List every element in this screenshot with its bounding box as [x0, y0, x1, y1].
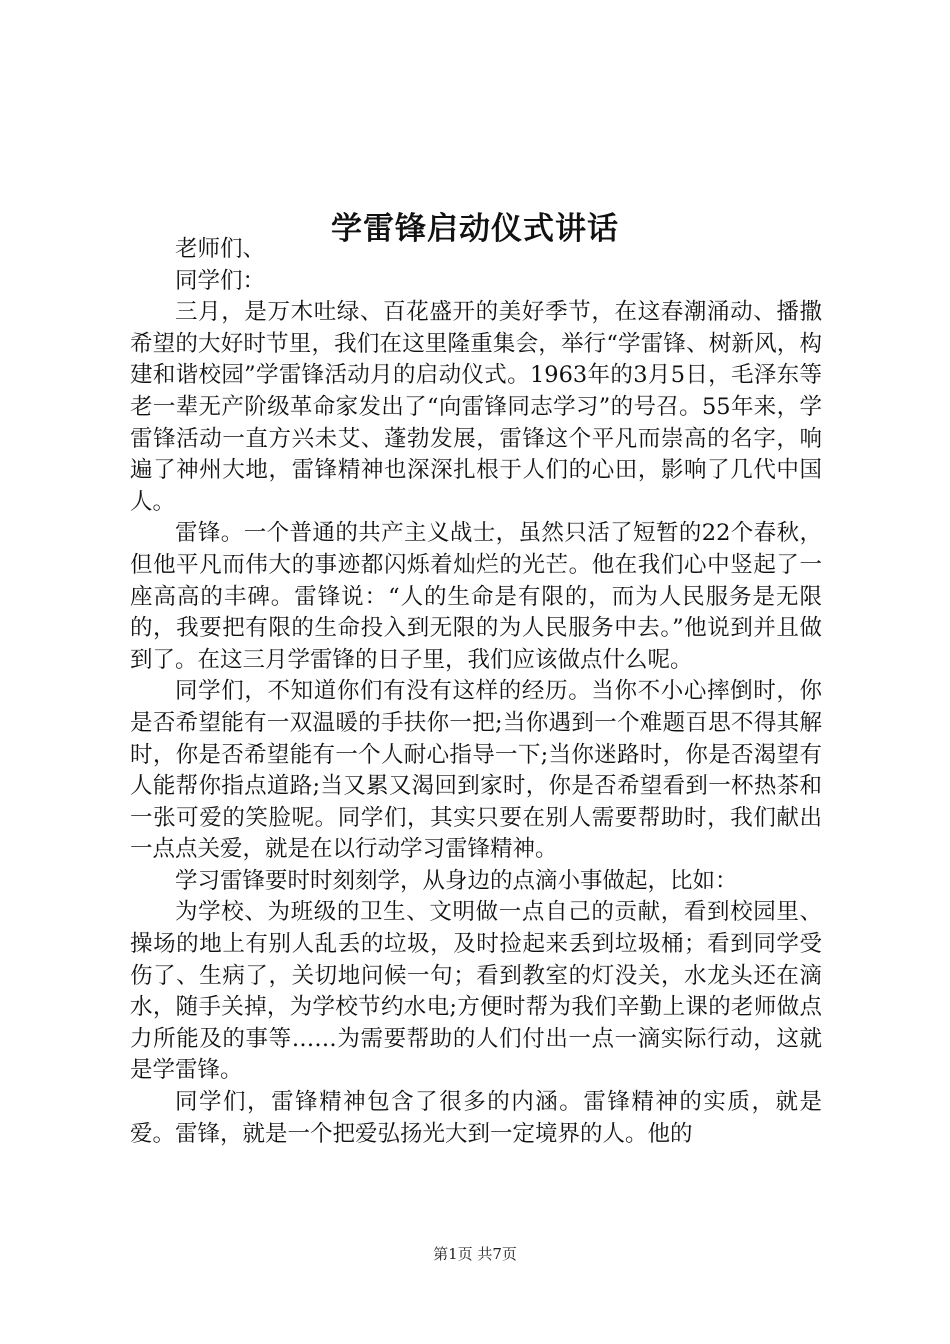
page-footer: 第1页 共7页: [433, 1245, 517, 1263]
paragraph-1: 三月，是万木吐绿、百花盛开的美好季节，在这春潮涌动、播撒希望的大好时节里，我们在这里隆重集会，举行“学雷锋、树新风，构建和谐校园”学雷锋活动月的启动仪式。1963年的3月5日，毛泽东等老一辈无产阶级革命家发出了“向雷锋同志学习”的号召。55年来，学雷锋活动一直方兴未艾、蓬勃发展，雷锋这个平凡而崇高的名字，响遍了神州大地，雷锋精神也深深扎根于人们的心田，影响了几代中国人。: [130, 299, 822, 515]
paragraph-2: 雷锋。一个普通的共产主义战士，虽然只活了短暂的22个春秋，但他平凡而伟大的事迹都闪烁着灿烂的光芒。他在我们心中竖起了一座高高的丰碑。雷锋说：“人的生命是有限的，而为人民服务是无限的，我要把有限的生命投入到无限的为人民服务中去。”他说到并且做到了。在这三月学雷锋的日子里，我们应该做点什么呢。: [130, 520, 822, 673]
paragraph-4: 学习雷锋要时时刻刻学，从身边的点滴小事做起，比如：: [175, 867, 738, 894]
paragraph-3: 同学们，不知道你们有没有这样的经历。当你不小心摔倒时，你是否希望能有一双温暖的手扶你一把;当你遇到一个难题百思不得其解时，你是否希望能有一个人耐心指导一下;当你迷路时，你是否渴望有人能帮你指点道路;当又累又渴回到家时，你是否希望看到一杯热茶和一张可爱的笑脸呢。同学们，其实只要在别人需要帮助时，我们献出一点点关爱，就是在以行动学习雷锋精神。: [130, 678, 822, 863]
salutation-students: 同学们：: [175, 267, 266, 294]
document-title: 学雷锋启动仪式讲话: [331, 210, 619, 247]
paragraph-5: 为学校、为班级的卫生、文明做一点自己的贡献，看到校园里、操场的地上有别人乱丢的垃圾，及时捡起来丢到垃圾桶；看到同学受伤了、生病了，关切地问候一句；看到教室的灯没关，水龙头还在滴水，随手关掉，为学校节约水电;方便时帮为我们辛勤上课的老师做点力所能及的事等……为需要帮助的人们付出一点一滴实际行动，这就是学雷锋。: [130, 899, 822, 1084]
salutation-teachers: 老师们、: [175, 236, 266, 262]
document-body: [130, 234, 822, 1150]
paragraph-6: 同学们，雷锋精神包含了很多的内涵。雷锋精神的实质，就是爱。雷锋，就是一个把爱弘扬光大到一定境界的人。他的: [130, 1089, 822, 1147]
